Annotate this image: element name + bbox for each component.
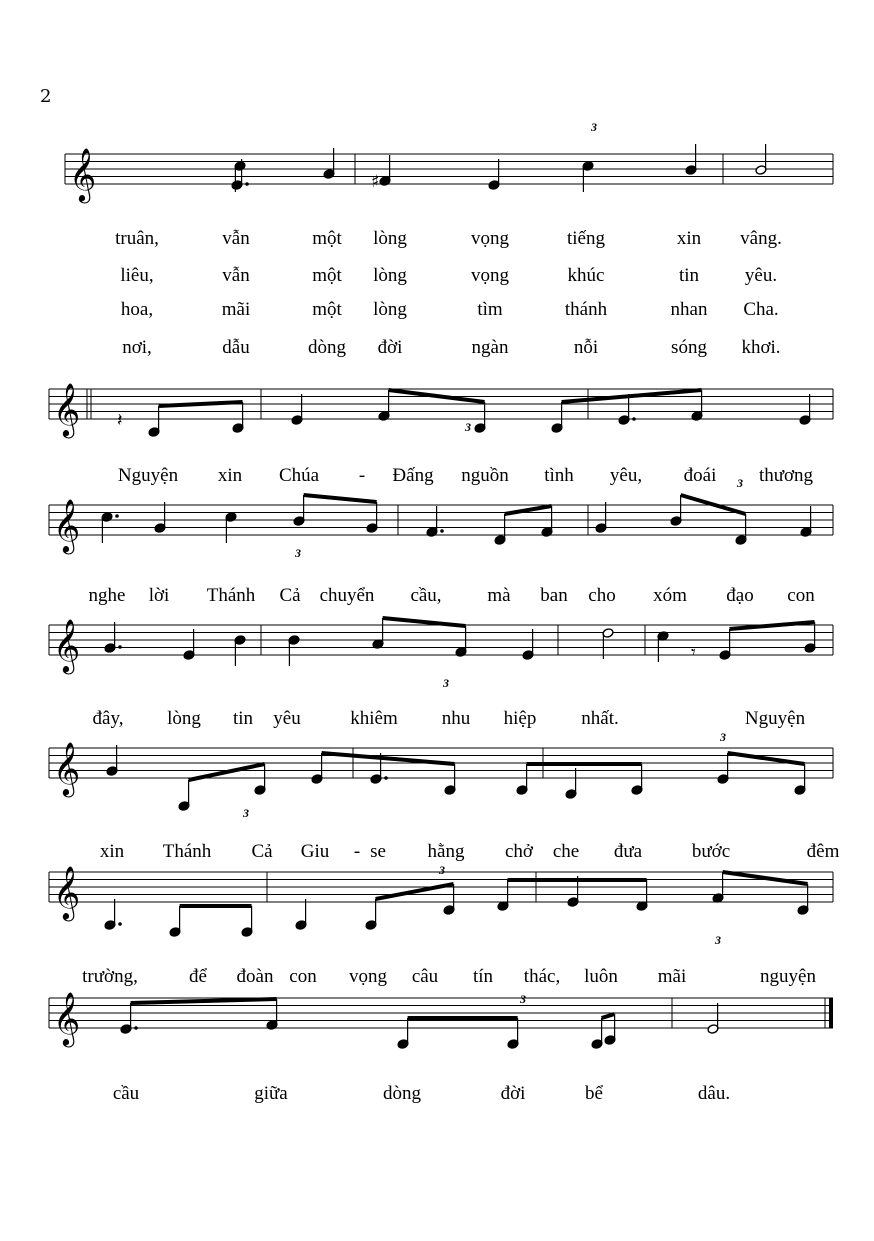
lyric-syllable: để bbox=[189, 966, 207, 987]
lyric-syllable: se bbox=[370, 841, 386, 862]
rest-icon: 𝄾 bbox=[691, 642, 696, 663]
lyric-syllable: Giu bbox=[300, 841, 330, 862]
lyric-syllable: dòng bbox=[308, 337, 346, 358]
lyric-syllable: thác, bbox=[523, 966, 561, 987]
note-dot bbox=[440, 529, 444, 533]
tuplet-number: 3 bbox=[520, 992, 526, 1006]
final-barline bbox=[829, 998, 833, 1028]
lyric-syllable: Cha. bbox=[743, 299, 779, 320]
lyric-syllable: đêm bbox=[806, 841, 840, 862]
lyric-syllable: nghe bbox=[88, 585, 126, 606]
lyric-syllable: tin bbox=[232, 708, 254, 729]
page-number: 2 bbox=[40, 86, 52, 107]
lyric-syllable: nỗi bbox=[573, 337, 599, 358]
tuplet-number: 3 bbox=[443, 676, 449, 690]
lyric-syllable: luôn bbox=[584, 966, 618, 987]
lyric-syllable: chuyển bbox=[319, 585, 375, 606]
treble-clef-icon: 𝄞 bbox=[53, 618, 81, 672]
lyric-syllable: Nguyện bbox=[117, 465, 179, 486]
treble-clef-icon: 𝄞 bbox=[53, 865, 81, 919]
treble-clef-icon: 𝄞 bbox=[53, 741, 81, 795]
lyric-syllable: dòng bbox=[383, 1083, 421, 1104]
lyric-syllable: đây, bbox=[92, 708, 124, 729]
lyric-syllable: dẫu bbox=[222, 337, 250, 358]
beam bbox=[131, 999, 277, 1003]
lyric-syllable: nhan bbox=[670, 299, 708, 320]
lyric-syllable: xóm bbox=[653, 585, 687, 606]
tuplet-number: 3 bbox=[591, 120, 597, 134]
lyric-syllable: vẫn bbox=[222, 265, 250, 286]
lyric-syllable: đoái bbox=[683, 465, 717, 486]
treble-clef-icon: 𝄞 bbox=[53, 382, 81, 436]
lyric-syllable: một bbox=[312, 265, 342, 286]
lyric-syllable: Thánh bbox=[206, 585, 256, 606]
beam bbox=[159, 402, 243, 406]
lyric-syllable: nơi, bbox=[122, 337, 152, 358]
lyric-syllable: sóng bbox=[671, 337, 707, 358]
note-dot bbox=[118, 645, 122, 649]
lyric-syllable: vẫn bbox=[222, 228, 250, 249]
lyric-syllable: cầu bbox=[112, 1083, 140, 1104]
lyric-syllable: tiếng bbox=[567, 228, 605, 249]
lyric-syllable: hoa, bbox=[120, 299, 154, 320]
lyric-syllable: ngàn bbox=[471, 337, 509, 358]
lyric-syllable: câu bbox=[411, 966, 439, 987]
lyric-syllable: vọng bbox=[471, 265, 509, 286]
treble-clef-icon: 𝄞 bbox=[53, 991, 81, 1045]
lyric-syllable: nguyện bbox=[760, 966, 816, 987]
tuplet-number: 3 bbox=[715, 933, 721, 947]
rest-icon: 𝄽 bbox=[117, 410, 123, 431]
lyric-syllable: tìm bbox=[477, 299, 503, 320]
tuplet-number: 3 bbox=[295, 546, 301, 560]
lyric-syllable: trường, bbox=[82, 966, 138, 987]
lyric-syllable: thánh bbox=[564, 299, 608, 320]
lyric-syllable: lòng bbox=[373, 228, 407, 249]
lyric-syllable: Cả bbox=[251, 841, 273, 862]
tuplet-number: 3 bbox=[465, 420, 471, 434]
lyric-syllable: yêu. bbox=[744, 265, 778, 286]
lyric-syllable: tình bbox=[544, 465, 574, 486]
note-dot bbox=[632, 417, 636, 421]
lyric-syllable: mãi bbox=[221, 299, 251, 320]
beam bbox=[728, 753, 805, 764]
lyric-syllable: xin bbox=[676, 228, 702, 249]
lyric-syllable: - bbox=[358, 465, 366, 486]
lyric-syllable: mà bbox=[487, 585, 511, 606]
note-dot bbox=[118, 922, 122, 926]
lyric-syllable: vâng. bbox=[740, 228, 782, 249]
note-dot bbox=[134, 1026, 138, 1030]
beam bbox=[602, 1014, 615, 1018]
lyric-syllable: đời bbox=[377, 337, 403, 358]
lyric-syllable: xin bbox=[217, 465, 243, 486]
lyric-syllable: xin bbox=[99, 841, 125, 862]
sharp-icon: ♯ bbox=[371, 172, 380, 192]
lyric-syllable: một bbox=[312, 228, 342, 249]
lyric-syllable: nhu bbox=[441, 708, 471, 729]
lyric-syllable: vọng bbox=[349, 966, 387, 987]
lyric-syllable: lòng bbox=[373, 299, 407, 320]
lyric-syllable: truân, bbox=[115, 228, 159, 249]
lyric-syllable: bể bbox=[585, 1083, 603, 1104]
lyric-syllable: hiệp bbox=[503, 708, 537, 729]
tuplet-number: 3 bbox=[243, 806, 249, 820]
lyric-syllable: con bbox=[289, 966, 317, 987]
lyric-syllable: che bbox=[552, 841, 580, 862]
lyric-syllable: Nguyện bbox=[744, 708, 806, 729]
lyric-syllable: đưa bbox=[613, 841, 643, 862]
lyric-syllable: khiêm bbox=[350, 708, 398, 729]
lyric-syllable: hằng bbox=[427, 841, 465, 862]
lyric-syllable: yêu, bbox=[609, 465, 643, 486]
lyric-syllable: Chúa bbox=[278, 465, 320, 486]
lyric-syllable: yêu bbox=[273, 708, 301, 729]
lyric-syllable: đoàn bbox=[236, 966, 274, 987]
beam bbox=[304, 495, 377, 502]
note-dot bbox=[245, 182, 249, 186]
beam bbox=[322, 753, 455, 764]
lyric-syllable: vọng bbox=[471, 228, 509, 249]
lyric-syllable: con bbox=[787, 585, 815, 606]
tuplet-number: 3 bbox=[737, 476, 743, 490]
lyric-syllable: nhất. bbox=[581, 708, 619, 729]
lyric-syllable: dâu. bbox=[697, 1083, 731, 1104]
lyric-syllable: đời bbox=[500, 1083, 526, 1104]
lyric-syllable: thương bbox=[758, 465, 814, 486]
treble-clef-icon: 𝄞 bbox=[69, 147, 97, 201]
lyric-syllable: tin bbox=[678, 265, 700, 286]
lyric-syllable: Thánh bbox=[162, 841, 212, 862]
tuplet-number: 3 bbox=[439, 863, 445, 877]
lyric-syllable: bước bbox=[691, 841, 731, 862]
lyric-syllable: nguồn bbox=[461, 465, 509, 486]
lyric-syllable: - bbox=[353, 841, 361, 862]
lyric-syllable: liêu, bbox=[120, 265, 154, 286]
lyric-syllable: khúc bbox=[567, 265, 605, 286]
lyric-syllable: chở bbox=[505, 841, 533, 862]
lyric-syllable: cầu, bbox=[410, 585, 442, 606]
tuplet-number: 3 bbox=[720, 730, 726, 744]
lyric-syllable: tín bbox=[472, 966, 494, 987]
lyric-syllable: đạo bbox=[726, 585, 754, 606]
lyric-syllable: lời bbox=[148, 585, 170, 606]
note-dot bbox=[115, 514, 119, 518]
lyric-syllable: lòng bbox=[373, 265, 407, 286]
lyric-syllable: một bbox=[312, 299, 342, 320]
lyric-syllable: lòng bbox=[167, 708, 201, 729]
lyric-syllable: Đấng bbox=[392, 465, 434, 486]
lyric-syllable: mãi bbox=[657, 966, 687, 987]
lyric-syllable: giữa bbox=[254, 1083, 288, 1104]
lyric-syllable: ban bbox=[540, 585, 568, 606]
lyric-syllable: cho bbox=[588, 585, 616, 606]
note-dot bbox=[384, 776, 388, 780]
beam bbox=[376, 884, 454, 899]
lyric-syllable: Cả bbox=[279, 585, 301, 606]
treble-clef-icon: 𝄞 bbox=[53, 498, 81, 552]
beam bbox=[723, 872, 808, 884]
lyric-syllable: khơi. bbox=[741, 337, 781, 358]
